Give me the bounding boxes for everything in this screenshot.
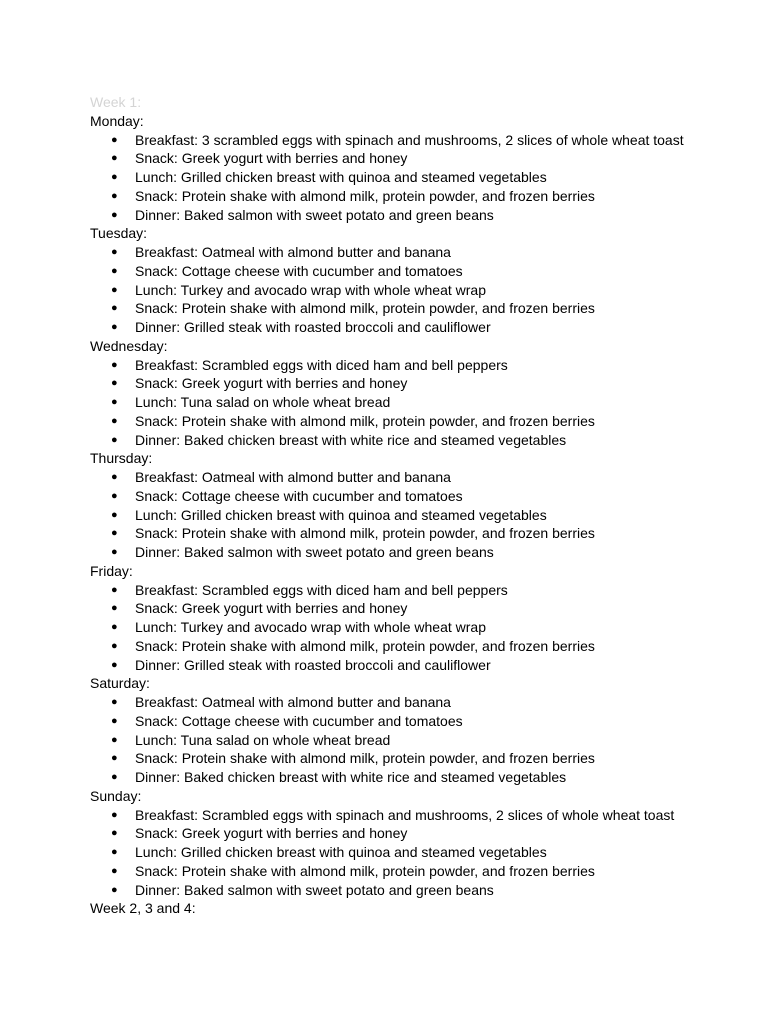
bullet-icon: ● (111, 189, 118, 202)
meal-text: Dinner: Baked salmon with sweet potato and green beans (135, 544, 494, 560)
bullet-icon: ● (111, 283, 118, 296)
meal-text: Snack: Greek yogurt with berries and honey (135, 150, 408, 167)
bullet-icon: ● (111, 471, 118, 483)
bullet-icon: ● (111, 733, 118, 746)
meal-text: Breakfast: Oatmeal with almond butter and banana (135, 244, 451, 260)
day-section-wednesday (90, 337, 750, 450)
bullet-icon: ● (111, 639, 118, 652)
bullet-icon: ● (111, 621, 118, 633)
meal-text: Snack: Protein shake with almond milk, protein powder, and frozen berries (135, 300, 595, 317)
day-label: Sunday: (90, 787, 142, 804)
bullet-icon: ● (111, 302, 118, 315)
meal-item (111, 187, 750, 206)
meal-text: Breakfast: Oatmeal with almond butter and banana (135, 469, 451, 485)
meal-item (111, 412, 750, 431)
bullet-icon: ● (111, 883, 118, 896)
day-label: Saturday: (90, 675, 150, 692)
meal-item (111, 468, 750, 487)
meal-text: Snack: Cottage cheese with cucumber and tomatoes (135, 262, 463, 279)
meal-item (111, 581, 750, 600)
meal-text: Lunch: Tuna salad on whole wheat bread (135, 394, 391, 410)
day-section-saturday (90, 674, 750, 787)
meal-text: Lunch: Grilled chicken breast with quinoa and steamed vegetables (135, 506, 547, 523)
meal-text: Dinner: Grilled steak with roasted broccoli and cauliflower (135, 656, 491, 673)
bullet-icon: ● (111, 771, 118, 783)
meal-item (111, 299, 750, 318)
meal-item (111, 843, 750, 862)
bullet-icon: ● (111, 752, 118, 765)
meal-item (111, 149, 750, 168)
bullet-icon: ● (111, 246, 118, 258)
meal-text: Snack: Cottage cheese with cucumber and tomatoes (135, 487, 463, 504)
meal-list (90, 693, 750, 787)
meal-list (90, 243, 750, 337)
day-label: Thursday: (90, 450, 153, 467)
bullet-icon: ● (111, 827, 118, 840)
meal-text: Breakfast: Oatmeal with almond butter and banana (135, 694, 451, 710)
bullet-icon: ● (111, 152, 118, 165)
meal-item (111, 599, 750, 618)
meal-text: Snack: Greek yogurt with berries and honey (135, 375, 408, 392)
meal-list (90, 131, 750, 225)
bullet-icon: ● (111, 321, 118, 333)
meal-text: Lunch: Turkey and avocado wrap with whole wheat wrap (135, 281, 486, 298)
meal-text: Snack: Protein shake with almond milk, protein powder, and frozen berries (135, 862, 595, 879)
meal-item (111, 543, 750, 562)
day-section-tuesday (90, 224, 750, 337)
meal-item (111, 506, 750, 525)
bullet-icon: ● (111, 583, 118, 596)
meal-item (111, 524, 750, 543)
meal-item (111, 262, 750, 281)
day-label: Friday: (90, 562, 133, 579)
bullet-icon: ● (111, 358, 118, 371)
bullet-icon: ● (111, 433, 118, 446)
day-label: Wednesday: (90, 337, 168, 354)
meal-text: Dinner: Baked salmon with sweet potato and green beans (135, 206, 494, 223)
meal-item (111, 281, 750, 300)
meal-text: Breakfast: Scrambled eggs with diced ham and bell peppers (135, 356, 508, 373)
bullet-icon: ● (111, 808, 118, 821)
bullet-icon: ● (111, 546, 118, 558)
meal-text: Snack: Greek yogurt with berries and honey (135, 600, 408, 617)
bullet-icon: ● (111, 414, 118, 427)
meal-text: Dinner: Baked chicken breast with white rice and steamed vegetables (135, 431, 567, 448)
meal-text: Breakfast: Scrambled eggs with diced ham and bell peppers (135, 581, 508, 598)
bullet-icon: ● (111, 489, 118, 502)
bullet-icon: ● (111, 377, 118, 390)
bullet-icon: ● (111, 208, 118, 221)
meal-text: Breakfast: 3 scrambled eggs with spinach and mushrooms, 2 slices of whole wheat toast (135, 131, 684, 148)
meal-item (111, 712, 750, 731)
bullet-icon: ● (111, 396, 118, 408)
meal-list (90, 581, 750, 675)
day-section-thursday (90, 449, 750, 562)
day-section-friday (90, 562, 750, 675)
bullet-icon: ● (111, 658, 118, 671)
meal-plan-document (90, 93, 750, 918)
meal-item (111, 431, 750, 450)
meal-item (111, 656, 750, 675)
bullet-icon: ● (111, 714, 118, 727)
bullet-icon: ● (111, 264, 118, 277)
day-label: Monday: (90, 112, 144, 129)
meal-text: Snack: Cottage cheese with cucumber and tomatoes (135, 712, 463, 729)
week-2-3-4-heading: Week 2, 3 and 4: (90, 900, 196, 917)
meal-item (111, 749, 750, 768)
meal-item (111, 168, 750, 187)
bullet-icon: ● (111, 602, 118, 615)
meal-item (111, 768, 750, 787)
meal-text: Snack: Protein shake with almond milk, protein powder, and frozen berries (135, 637, 595, 654)
meal-item (111, 206, 750, 225)
bullet-icon: ● (111, 864, 118, 877)
meal-item (111, 131, 750, 150)
day-section-monday (90, 112, 750, 225)
meal-item (111, 637, 750, 656)
meal-item (111, 693, 750, 712)
meal-item (111, 393, 750, 412)
bullet-icon: ● (111, 527, 118, 540)
meal-text: Lunch: Grilled chicken breast with quinoa and steamed vegetables (135, 169, 547, 185)
meal-text: Dinner: Baked chicken breast with white rice and steamed vegetables (135, 769, 567, 785)
meal-item (111, 806, 750, 825)
meal-list (90, 468, 750, 562)
bullet-icon: ● (111, 846, 118, 858)
meal-text: Snack: Protein shake with almond milk, protein powder, and frozen berries (135, 187, 595, 204)
meal-text: Lunch: Turkey and avocado wrap with whole wheat wrap (135, 619, 486, 635)
meal-text: Snack: Protein shake with almond milk, protein powder, and frozen berries (135, 525, 595, 542)
meal-text: Snack: Protein shake with almond milk, protein powder, and frozen berries (135, 750, 595, 767)
bullet-icon: ● (111, 133, 118, 146)
week-1-heading: Week 1: (90, 94, 142, 110)
meal-item (111, 862, 750, 881)
day-section-sunday (90, 787, 750, 900)
meal-item (111, 243, 750, 262)
meal-item (111, 318, 750, 337)
meal-text: Lunch: Grilled chicken breast with quinoa and steamed vegetables (135, 844, 547, 860)
meal-text: Snack: Greek yogurt with berries and honey (135, 825, 408, 842)
meal-list (90, 806, 750, 900)
meal-text: Dinner: Baked salmon with sweet potato and green beans (135, 881, 494, 898)
meal-item (111, 374, 750, 393)
meal-item (111, 881, 750, 900)
days-list (90, 112, 750, 900)
meal-text: Lunch: Tuna salad on whole wheat bread (135, 731, 391, 748)
bullet-icon: ● (111, 696, 118, 708)
day-label: Tuesday: (90, 225, 148, 242)
meal-text: Breakfast: Scrambled eggs with spinach and mushrooms, 2 slices of whole wheat toast (135, 806, 675, 823)
bullet-icon: ● (111, 171, 118, 183)
meal-item (111, 824, 750, 843)
meal-text: Snack: Protein shake with almond milk, protein powder, and frozen berries (135, 412, 595, 429)
meal-item (111, 487, 750, 506)
meal-item (111, 618, 750, 637)
meal-list (90, 356, 750, 450)
meal-item (111, 356, 750, 375)
meal-text: Dinner: Grilled steak with roasted broccoli and cauliflower (135, 319, 491, 335)
bullet-icon: ● (111, 508, 118, 521)
meal-item (111, 731, 750, 750)
